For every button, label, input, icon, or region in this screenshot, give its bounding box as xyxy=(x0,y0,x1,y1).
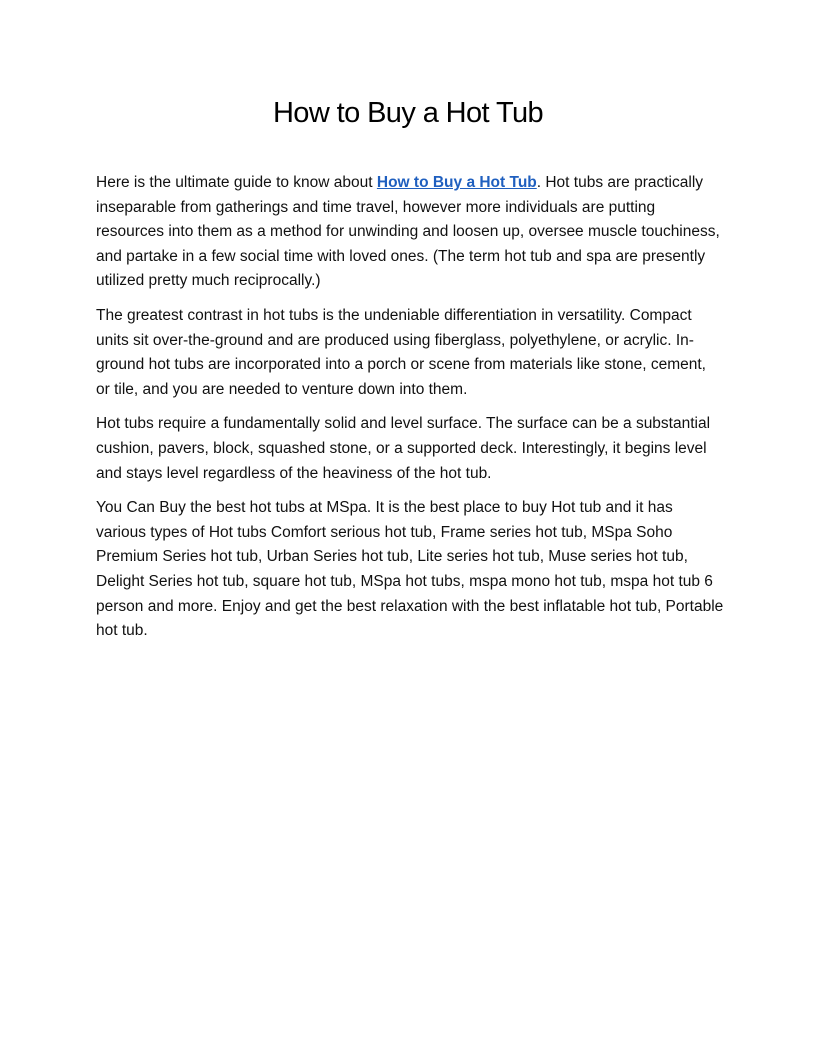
paragraph-1-intro: Here is the ultimate guide to know about xyxy=(96,174,377,191)
paragraph-1 xyxy=(96,171,724,294)
paragraph-3: Hot tubs require a fundamentally solid and level surface. The surface can be a substantial cushion, pavers, block, squashed stone, or a supported deck. Interestingly, it begins level and stays level regardless of the heaviness of the hot tub. xyxy=(96,415,711,482)
document-body xyxy=(96,171,724,654)
paragraph-2: The greatest contrast in hot tubs is the undeniable differentiation in versatility. Compact units sit over-the-ground and are produced using fiberglass, polyethylene, or acrylic. In-ground hot tubs are incorporated into a porch or scene from materials like stone, cement, or tile, and you are needed to venture down into them. xyxy=(96,306,706,398)
how-to-buy-hot-tub-link[interactable]: How to Buy a Hot Tub xyxy=(376,174,537,191)
paragraph-1-rest: . Hot tubs are practically inseparable from gatherings and time travel, however more individuals are putting resources into them as a method for unwinding and loosen up, oversee muscle touchiness, and partake in a few social time with loved ones. (The term hot tub and spa are presently utilized pretty much reciprocally.) xyxy=(96,174,720,290)
paragraph-4: You Can Buy the best hot tubs at MSpa. It is the best place to buy Hot tub and it has various types of Hot tubs Comfort serious hot tub, Frame series hot tub, MSpa Soho Premium Series hot tub, Urban Series hot tub, Lite series hot tub, Muse series hot tub, Delight Series hot tub, square hot tub, MSpa hot tubs, mspa mono hot tub, mspa hot tub 6 person and more. Enjoy and get the best relaxation with the best inflatable hot tub, Portable hot tub. xyxy=(96,499,724,640)
document-title: How to Buy a Hot Tub xyxy=(272,97,544,129)
